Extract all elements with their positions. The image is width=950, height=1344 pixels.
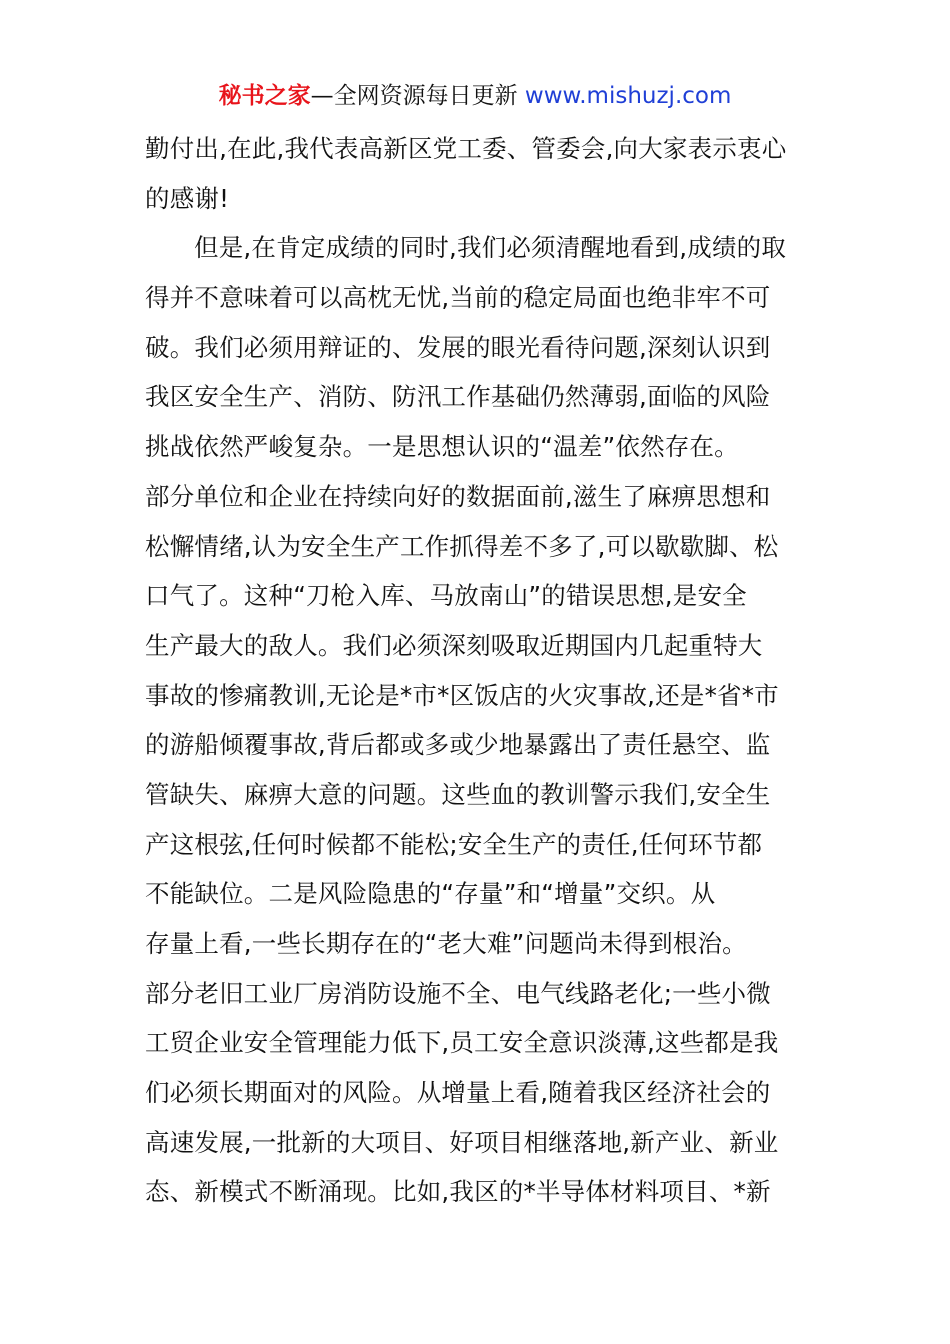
brand-name: 秘书之家 — [218, 83, 311, 109]
header-tagline: —全网资源每日更新 — [310, 83, 525, 109]
text-line: 部分单位和企业在持续向好的数据面前,滋生了麻痹思想和 — [145, 481, 771, 511]
text-line: 破。我们必须用辩证的、发展的眼光看待问题,深刻认识到 — [145, 332, 771, 362]
text-line: 挑战依然严峻复杂。一是思想认识的“温差”依然存在。 — [145, 432, 739, 462]
text-line: 工贸企业安全管理能力低下,员工安全意识淡薄,这些都是我 — [145, 1028, 779, 1058]
text-line: 高速发展,一批新的大项目、好项目相继落地,新产业、新业 — [145, 1127, 779, 1157]
text-line: 产这根弦,任何时候都不能松;安全生产的责任,任何环节都 — [145, 829, 763, 859]
text-line: 的感谢! — [145, 183, 230, 213]
text-line: 口气了。这种“刀枪入库、马放南山”的错误思想,是安全 — [145, 581, 747, 611]
text-line: 态、新模式不断涌现。比如,我区的*半导体材料项目、*新 — [145, 1177, 771, 1207]
document-body — [145, 124, 810, 1217]
text-line: 们必须长期面对的风险。从增量上看,随着我区经济社会的 — [145, 1078, 771, 1108]
text-line: 勤付出,在此,我代表高新区党工委、管委会,向大家表示衷心 — [145, 134, 787, 163]
text-line: 不能缺位。二是风险隐患的“存量”和“增量”交织。从 — [145, 879, 716, 909]
text-line: 事故的惨痛教训,无论是*市*区饭店的火灾事故,还是*省*市 — [145, 680, 779, 710]
text-line: 部分老旧工业厂房消防设施不全、电气线路老化;一些小微 — [145, 978, 771, 1008]
paragraph-start-line: 但是,在肯定成绩的同时,我们必须清醒地看到,成绩的取 — [194, 233, 787, 263]
site-url-link[interactable]: www.mishuzj.com — [524, 83, 732, 109]
text-line: 生产最大的敌人。我们必须深刻吸取近期国内几起重特大 — [145, 630, 763, 660]
text-line: 松懈情绪,认为安全生产工作抓得差不多了,可以歇歇脚、松 — [145, 531, 779, 561]
text-line: 管缺失、麻痹大意的问题。这些血的教训警示我们,安全生 — [145, 779, 771, 809]
text-line: 的游船倾覆事故,背后都或多或少地暴露出了责任悬空、监 — [145, 730, 771, 760]
text-line: 存量上看,一些长期存在的“老大难”问题尚未得到根治。 — [145, 929, 747, 958]
site-header — [0, 80, 950, 112]
text-line: 我区安全生产、消防、防汛工作基础仍然薄弱,面临的风险 — [145, 382, 771, 412]
text-line: 得并不意味着可以高枕无忧,当前的稳定局面也绝非牢不可 — [145, 283, 771, 313]
